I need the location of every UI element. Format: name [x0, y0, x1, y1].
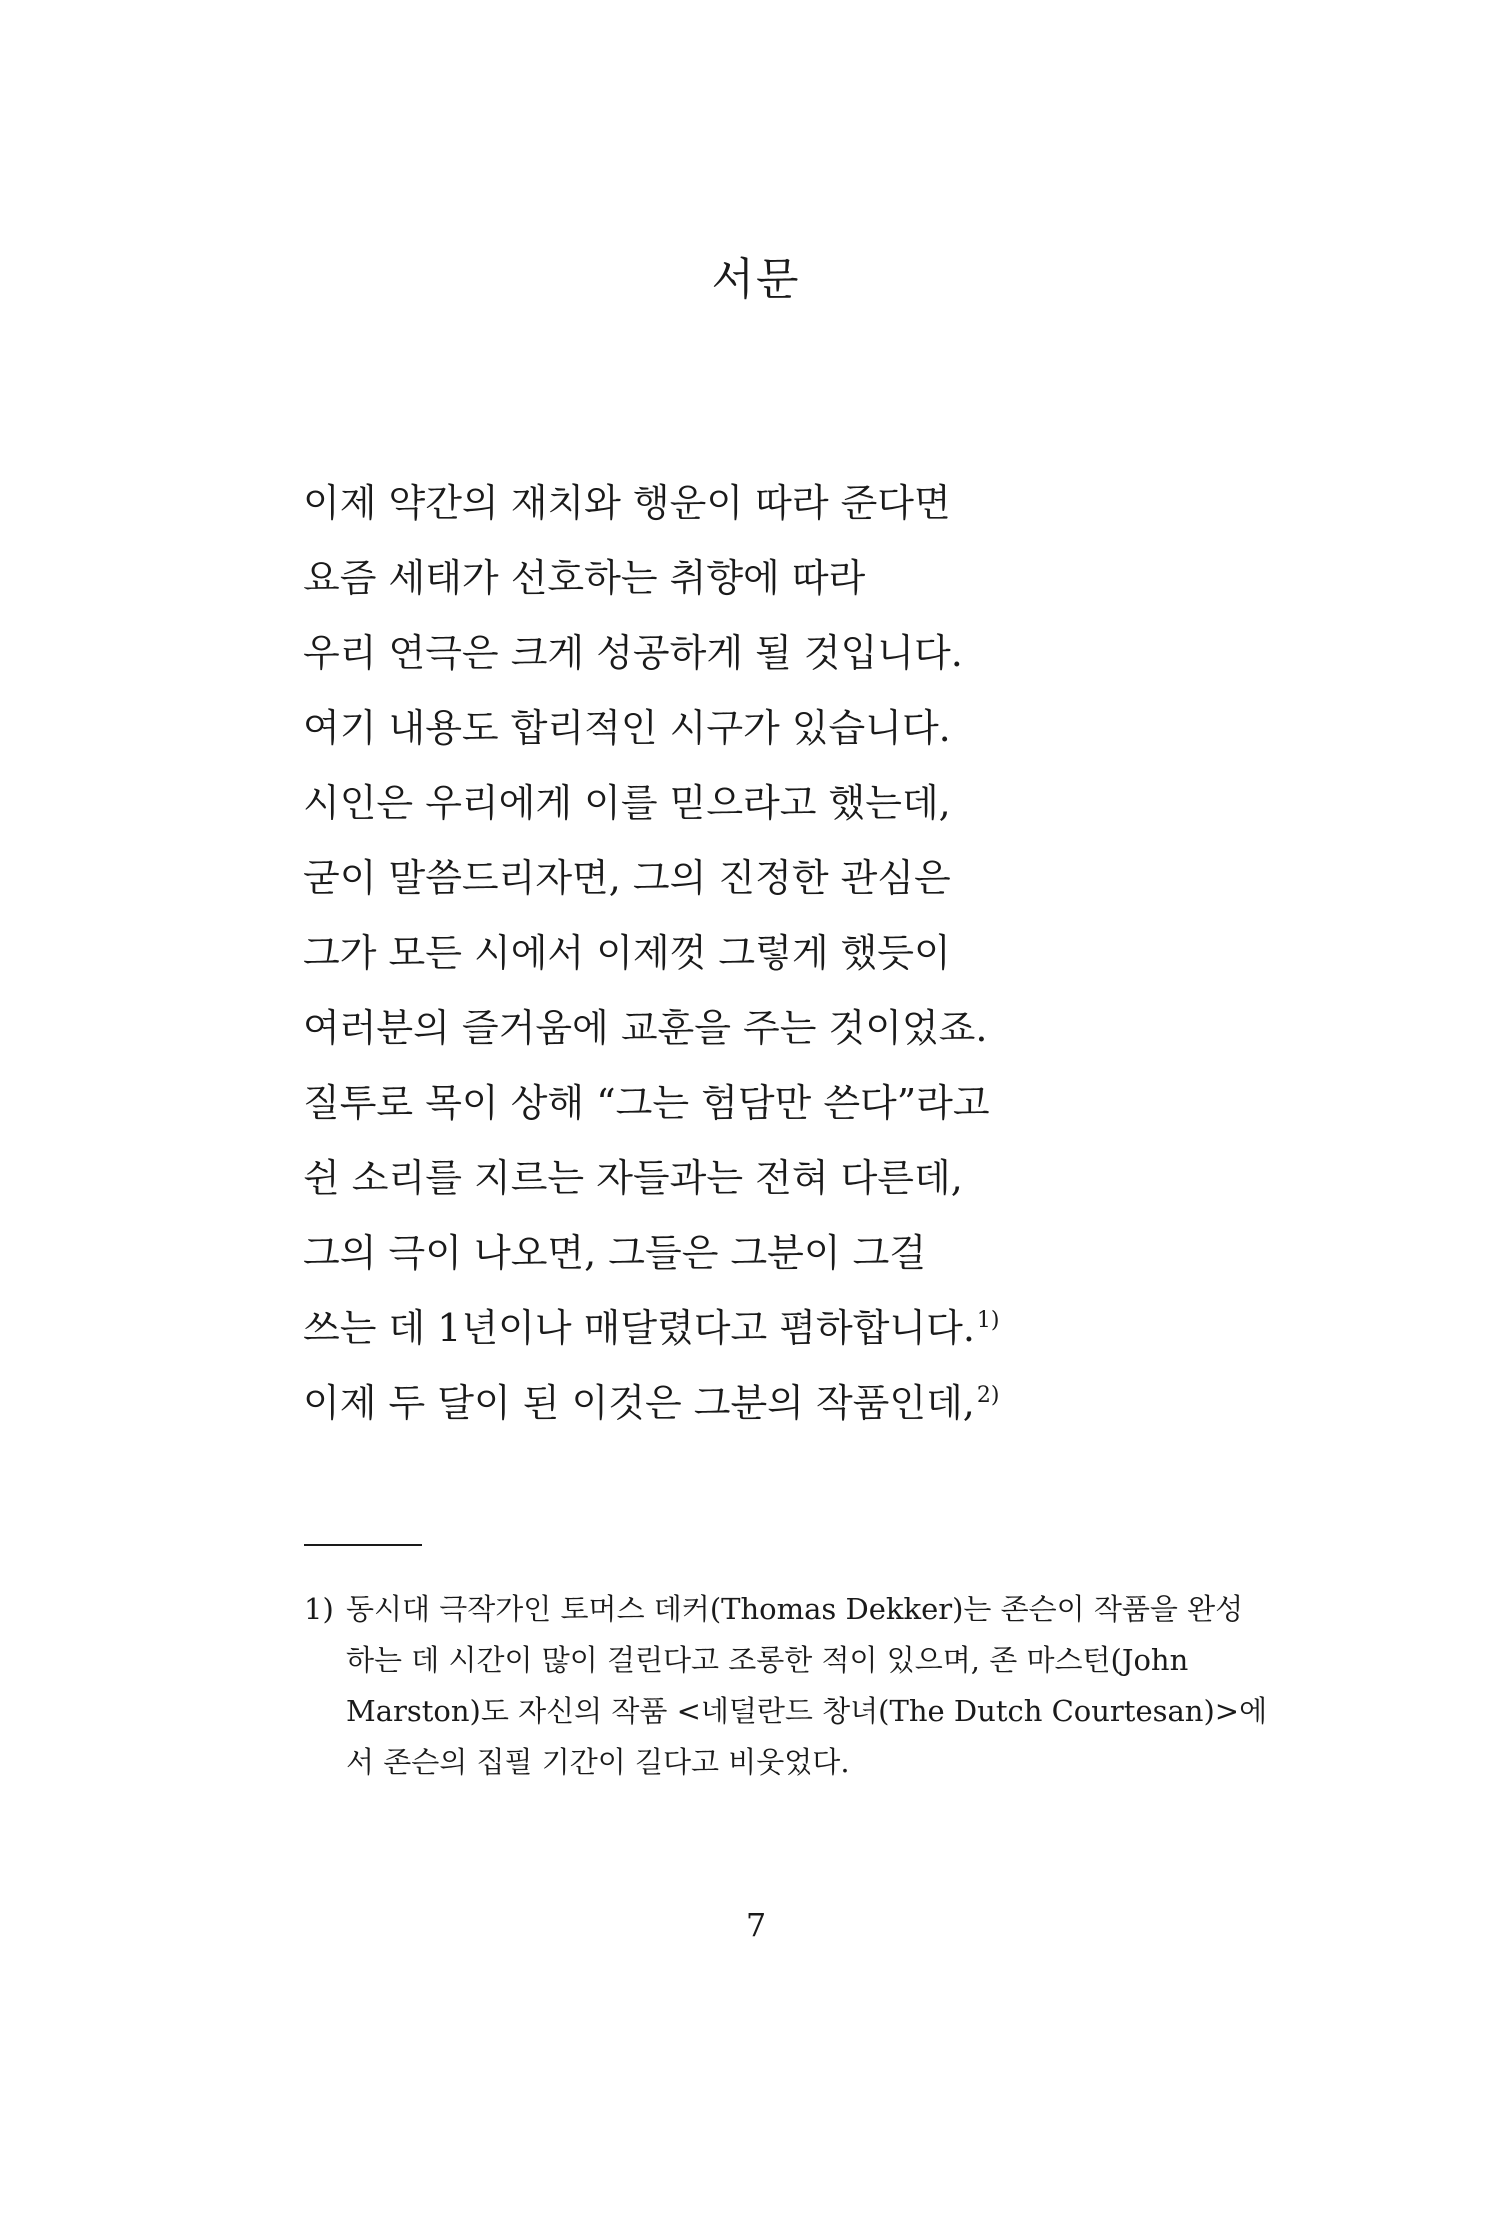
- verse-text: 굳이 말씀드리자면, 그의 진정한 관심은: [303, 856, 951, 900]
- footnote-text-line: Marston)도 자신의 작품 <네덜란드 창녀(The Dutch Courtesan)>에: [346, 1694, 1268, 1728]
- verse-line: [303, 773, 1303, 848]
- footnote-text-line: 서 존슨의 집필 기간이 길다고 비웃었다.: [346, 1745, 850, 1779]
- footnote-text-line: 동시대 극작가인 토머스 데커(Thomas Dekker)는 존슨이 작품을 완성: [346, 1592, 1244, 1626]
- verse-block: [303, 473, 1303, 1448]
- footnote-number: 1): [304, 1592, 334, 1626]
- verse-text: 그가 모든 시에서 이제껏 그렇게 했듯이: [303, 931, 951, 975]
- footnotes-section: [304, 1584, 1268, 1788]
- verse-line: [303, 923, 1303, 998]
- verse-text: 시인은 우리에게 이를 믿으라고 했는데,: [303, 781, 951, 825]
- verse-line: [303, 1298, 1303, 1373]
- verse-text: 쉰 소리를 지르는 자들과는 전혀 다른데,: [303, 1156, 963, 1200]
- verse-text: 이제 약간의 재치와 행운이 따라 준다면: [303, 481, 951, 525]
- footnote-marker[interactable]: 2): [976, 1383, 1000, 1408]
- verse-text: 그의 극이 나오면, 그들은 그분이 그걸: [303, 1231, 927, 1275]
- verse-line: [303, 1148, 1303, 1223]
- verse-line: [303, 623, 1303, 698]
- footnote-divider: [304, 1544, 422, 1546]
- verse-text: 여러분의 즐거움에 교훈을 주는 것이었죠.: [303, 1006, 988, 1050]
- verse-line: [303, 548, 1303, 623]
- verse-text: 질투로 목이 상해 “그는 험담만 쓴다”라고: [303, 1081, 990, 1125]
- footnote: [304, 1584, 1268, 1788]
- verse-text: 우리 연극은 크게 성공하게 될 것입니다.: [303, 631, 963, 675]
- verse-line: [303, 473, 1303, 548]
- verse-line: [303, 1073, 1303, 1148]
- verse-text: 이제 두 달이 된 이것은 그분의 작품인데,: [303, 1381, 975, 1425]
- footnote-text-line: 하는 데 시간이 많이 걸린다고 조롱한 적이 있으며, 존 마스턴(John: [346, 1643, 1189, 1677]
- verse-text: 쓰는 데 1년이나 매달렸다고 폄하합니다.: [303, 1306, 975, 1350]
- page-number: 7: [745, 1906, 767, 1944]
- verse-line: [303, 1373, 1303, 1448]
- verse-text: 여기 내용도 합리적인 시구가 있습니다.: [303, 706, 951, 750]
- verse-line: [303, 698, 1303, 773]
- verse-line: [303, 848, 1303, 923]
- verse-line: [303, 1223, 1303, 1298]
- verse-text: 요즘 세태가 선호하는 취향에 따라: [303, 556, 866, 600]
- verse-line: [303, 998, 1303, 1073]
- chapter-title: 서문: [711, 254, 801, 305]
- footnote-marker[interactable]: 1): [976, 1308, 1000, 1333]
